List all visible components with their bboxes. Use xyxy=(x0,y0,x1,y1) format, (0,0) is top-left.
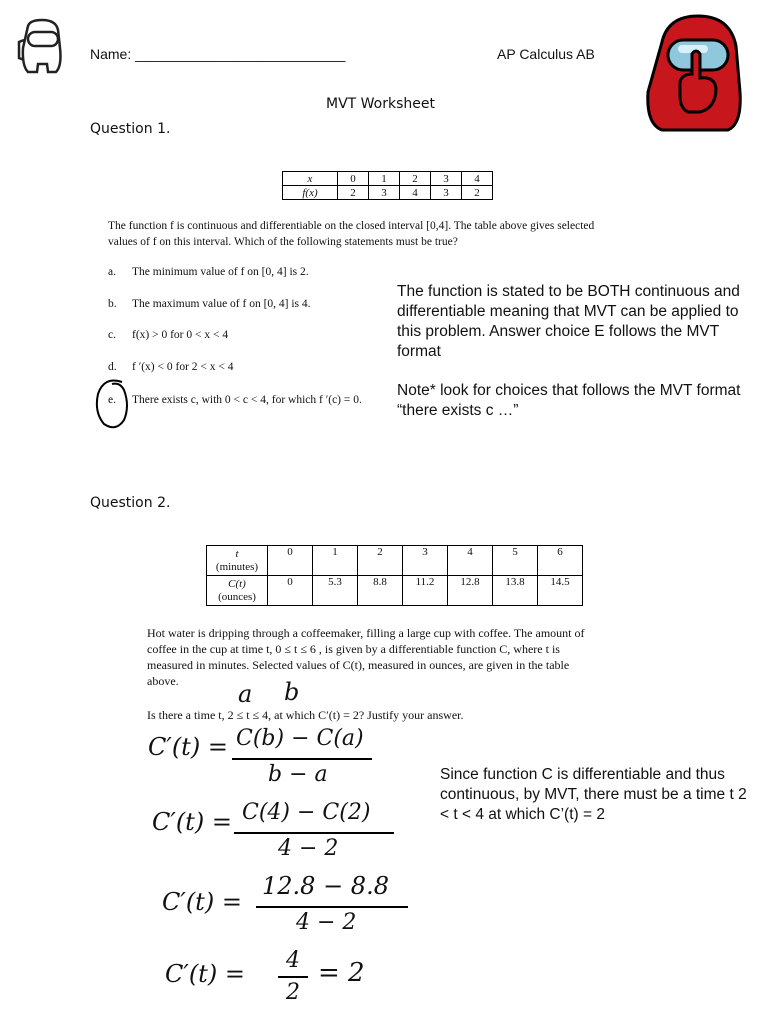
q2-table-t-row xyxy=(207,546,583,576)
q1-fx-header: f(x) xyxy=(283,186,338,200)
q2-question-text: Is there a time t, 2 ≤ t ≤ 4, at which C′(t) = 2? Justify your answer. xyxy=(147,708,464,722)
option-letter: c. xyxy=(108,329,116,341)
work-step-2-numerator: C(4) − C(2) xyxy=(242,800,371,825)
name-field-label: Name: ___________________________ xyxy=(90,46,346,62)
q2-c-cell: 13.8 xyxy=(493,576,538,606)
q2-t-cell: 6 xyxy=(538,546,583,576)
q2-c-cell: 12.8 xyxy=(448,576,493,606)
handwritten-a: a xyxy=(238,680,253,708)
q1-x-cell: 3 xyxy=(431,172,462,186)
q2-paragraph-line-2: coffee in the cup at time t, 0 ≤ t ≤ 6 , is given by a differentiable function C, where t is xyxy=(147,642,560,656)
handwritten-b: b xyxy=(284,678,300,706)
work-step-4-result: = 2 xyxy=(318,958,365,988)
crewmate-outline-icon xyxy=(16,18,66,76)
q2-t-cell: 4 xyxy=(448,546,493,576)
crewmate-shush-sticker xyxy=(640,12,750,134)
q1-stem-line-1: The function f is continuous and differentiable on the closed interval [0,4]. The table above gives selected xyxy=(108,220,595,232)
work-step-4-denominator: 2 xyxy=(286,980,300,1005)
work-step-4-lhs: C′(t) = xyxy=(165,960,245,988)
option-text: There exists c, with 0 < c < 4, for which f ′(c) = 0. xyxy=(132,394,362,406)
work-step-3-fraction-bar xyxy=(256,906,408,908)
work-step-2-fraction-bar xyxy=(234,832,394,834)
q2-c-cell: 14.5 xyxy=(538,576,583,606)
q2-t-cell: 3 xyxy=(403,546,448,576)
q2-table-c-row xyxy=(207,576,583,606)
course-label: AP Calculus AB xyxy=(497,46,595,62)
option-text: The maximum value of f on [0, 4] is 4. xyxy=(132,298,311,310)
q1-option-e xyxy=(108,394,362,406)
option-letter: d. xyxy=(108,361,117,373)
q2-c-header xyxy=(207,576,268,606)
q2-table xyxy=(206,545,583,606)
c-variable: C(t) xyxy=(228,577,246,590)
question-1-heading: Question 1. xyxy=(90,121,171,137)
c-unit: (ounces) xyxy=(218,590,256,603)
q1-mvt-tip-line-2: “there exists c …” xyxy=(397,402,519,419)
q2-c-cell: 5.3 xyxy=(313,576,358,606)
option-text: f(x) > 0 for 0 < x < 4 xyxy=(132,329,229,341)
answer-circle-mark xyxy=(92,376,132,432)
q1-fx-cell: 3 xyxy=(431,186,462,200)
work-step-1-fraction-bar xyxy=(232,758,372,760)
q2-c-cell: 0 xyxy=(268,576,313,606)
q2-t-header xyxy=(207,546,268,576)
q1-x-cell: 1 xyxy=(369,172,400,186)
q2-t-cell: 0 xyxy=(268,546,313,576)
q1-fx-cell: 2 xyxy=(338,186,369,200)
work-step-1-denominator: b − a xyxy=(268,762,328,787)
t-unit: (minutes) xyxy=(215,560,259,573)
q2-t-cell: 2 xyxy=(358,546,403,576)
work-step-2-lhs: C′(t) = xyxy=(152,808,232,836)
option-text: f ′(x) < 0 for 2 < x < 4 xyxy=(132,361,234,373)
q1-x-cell: 0 xyxy=(338,172,369,186)
q1-x-cell: 4 xyxy=(462,172,493,186)
q1-explanation-note: The function is stated to be BOTH continuous and differentiable meaning that MVT can be applied to this problem. Answer choice E follows the MVT format xyxy=(397,283,740,360)
option-letter: b. xyxy=(108,298,117,310)
q1-option-d xyxy=(108,361,234,373)
option-letter: a. xyxy=(108,266,116,278)
q1-fx-cell: 2 xyxy=(462,186,493,200)
q1-fx-cell: 4 xyxy=(400,186,431,200)
q1-option-a xyxy=(108,266,309,278)
q2-c-cell: 11.2 xyxy=(403,576,448,606)
q1-table-fx-row xyxy=(283,186,493,200)
work-step-4-numerator: 4 xyxy=(286,948,300,973)
q1-option-b xyxy=(108,298,311,310)
q2-t-cell: 1 xyxy=(313,546,358,576)
option-letter: e. xyxy=(108,394,116,406)
q2-paragraph-line-1: Hot water is dripping through a coffeemaker, filling a large cup with coffee. The amount of xyxy=(147,626,585,640)
work-step-1-lhs: C′(t) = xyxy=(148,733,228,761)
work-step-3-numerator: 12.8 − 8.8 xyxy=(262,872,389,900)
t-variable: t xyxy=(235,547,239,560)
worksheet-title: MVT Worksheet xyxy=(326,96,435,112)
q2-paragraph-line-3: measured in minutes. Selected values of C(t), measured in ounces, are given in the table xyxy=(147,658,570,672)
q2-c-cell: 8.8 xyxy=(358,576,403,606)
work-step-3-denominator: 4 − 2 xyxy=(296,910,357,935)
q1-stem-line-2: values of f on this interval. Which of the following statements must be true? xyxy=(108,236,458,248)
q1-table-x-row xyxy=(283,172,493,186)
q2-answer-explanation: Since function C is differentiable and thus continuous, by MVT, there must be a time t 2 < t < 4 at which C’(t) = 2 xyxy=(440,766,747,823)
work-step-1-numerator: C(b) − C(a) xyxy=(236,726,364,751)
q1-table xyxy=(282,171,493,200)
q1-mvt-tip-line-1: Note* look for choices that follows the MVT format xyxy=(397,382,741,399)
q2-t-cell: 5 xyxy=(493,546,538,576)
work-step-3-lhs: C′(t) = xyxy=(162,888,242,916)
q1-x-header: x xyxy=(283,172,338,186)
option-text: The minimum value of f on [0, 4] is 2. xyxy=(132,266,309,278)
q2-paragraph-line-4: above. xyxy=(147,674,179,688)
q1-option-c xyxy=(108,329,228,341)
question-2-heading: Question 2. xyxy=(90,495,171,511)
work-step-4-fraction-bar xyxy=(278,976,308,978)
q1-x-cell: 2 xyxy=(400,172,431,186)
q1-fx-cell: 3 xyxy=(369,186,400,200)
work-step-2-denominator: 4 − 2 xyxy=(278,836,339,861)
